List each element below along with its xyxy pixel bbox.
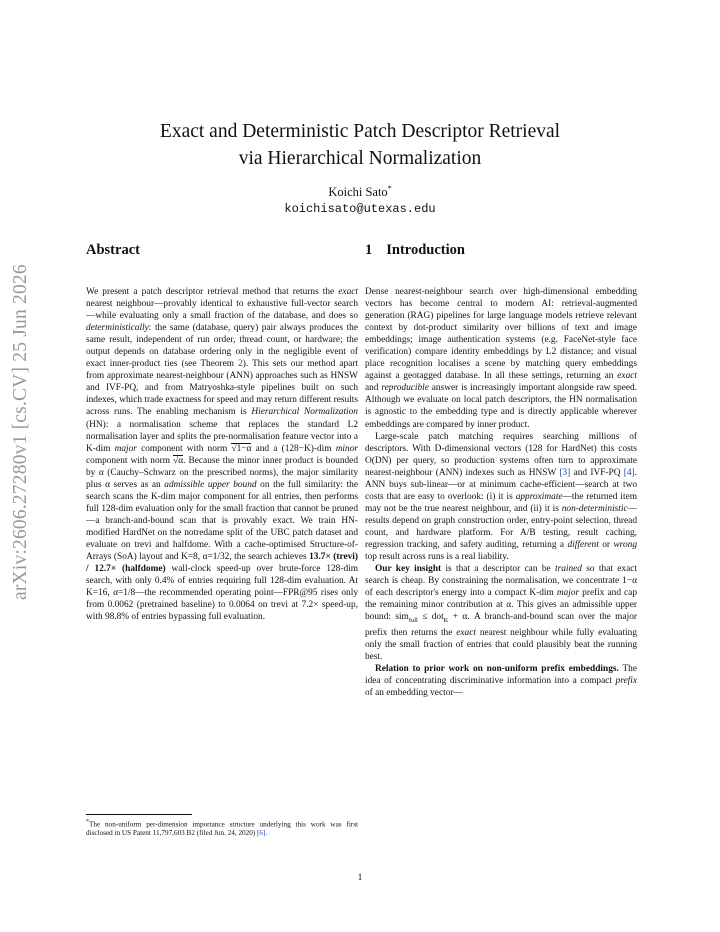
author-name: Koichi Sato	[328, 185, 388, 200]
abstract-paragraph: We present a patch descriptor retrieval method that returns the exact nearest neighbour—provably identical to exhaustive full-vector search—while evaluating only a small fraction of the database, and does so deterministically: the same (database, query) pair always produces the same result, independent of run order, thread count, or hardware; the output depends on database ordering only in the negligible event of exact inner-product ties (see Theorem 2). This sets our method apart from approximate nearest-neighbour (ANN) approaches such as HNSW and IVF-PQ, and from Matryoshka-style pipelines built on such indexes, which trade exactness for speed and may return different results across runs. The enabling mechanism is Hierarchical Normalization (HN): a normalisation scheme that replaces the standard L2 normalisation layer and splits the pre-normalisation feature vector into a K-dim major component with norm √1−α and a (128−K)-dim minor component with norm √α. Because the minor inner product is bounded by α (Cauchy–Schwarz on the prescribed norms), the major similarity plus α serves as an admissible upper bound on the full similarity: the search scans the K-dim major component for all entries, then performs full 128-dim evaluation only for the small fraction that cannot be pruned—a branch-and-bound scan that is provably exact. We train HN-modified HardNet on the notredame split of the UBC patch dataset and evaluate on trevi and halfdome. With a cache-optimised Structure-of-Arrays (SoA) layout and K=8, α=1/32, the search achieves 13.7× (trevi) / 12.7× (halfdome) wall-clock speed-up over brute-force 128-dim search, with only 0.4% of entries requiring full 128-dim evaluation. At K=16, α=1/8—the recommended operating point—FPR@95 rises only from 0.0062 (pretrained baseline) to 0.0064 on trevi at 7.2× speed-up, with 98.8% of entries bypassing full evaluation.	[86, 287, 359, 623]
section-number: 1	[365, 242, 373, 258]
intro-paragraph-2: Large-scale patch matching requires searching millions of descriptors. With D-dimensional vectors (128 for HardNet) this costs O(DN) per query, so production systems often turn to approximate nearest-neighbour (ANN) indexes such as HNSW [3] and IVF-PQ [4]. ANN buys sub-linear—or at minimum cache-efficient—search at two costs that are easy to overlook: (i) it is approximate—the returned item may not be the true nearest neighbour, and (ii) it is non-deterministic—results depend on graph construction order, entry-point selection, thread count, and hardware platform. For A/B testing, result caching, regression tracking, and safety auditing, returning a different or wrong top result across runs is a real liability.	[365, 431, 637, 563]
arxiv-identifier: arXiv:2606.27280v1 [cs.CV] 25 Jun 2026	[10, 264, 31, 600]
footnote-rule	[86, 814, 192, 815]
footnote-citation-link[interactable]: [6]	[257, 829, 266, 838]
intro-paragraph-1: Dense nearest-neighbour search over high-dimensional embedding vectors has become central to modern AI: retrieval-augmented generation (RAG) pipelines for large language models retrieve relevant context by dot-product similarity over billions of text and image embeddings; image authentication systems (e.g. FaceNet-style face verification) compare identity embeddings by L2 distance; and visual place recognition localises a scene by matching query embeddings against a geotagged database. In all these settings, returning an exact and reproducible answer is increasingly important alongside raw speed. Although we evaluate on local patch descriptors, the HN normalisation is agnostic to the embedding type and is directly applicable wherever embeddings are compared by inner product.	[365, 287, 637, 430]
theorem-ref-link[interactable]: 2	[238, 359, 243, 370]
introduction-column	[365, 241, 637, 699]
author-block	[0, 180, 720, 218]
introduction-heading	[365, 241, 637, 259]
footnote: *The non-uniform per-dimension importance structure underlying this work was first disclosed in US Patent 11,797,603 B2 (filed Jun. 24, 2020) [6].	[86, 819, 358, 838]
author-email[interactable]: koichisato@utexas.edu	[284, 202, 436, 217]
citation-hnsw-link[interactable]: [3]	[559, 467, 571, 478]
citation-ivfpq-link[interactable]: [4]	[623, 467, 635, 478]
page-number: 1	[357, 873, 363, 883]
author-footnote-mark: *	[387, 184, 392, 193]
title-line-1: Exact and Deterministic Patch Descriptor Retrieval	[159, 121, 561, 142]
title-line-2: via Hierarchical Normalization	[238, 148, 482, 169]
intro-paragraph-4: Relation to prior work on non-uniform prefix embeddings. The idea of concentrating discriminative information into a compact prefix of an embedding vector—	[365, 664, 637, 699]
paper-title	[0, 118, 720, 172]
abstract-column	[86, 241, 358, 623]
section-title: Introduction	[386, 242, 465, 258]
intro-paragraph-3: Our key insight is that a descriptor can be trained so that exact search is cheap. By constraining the normalisation, we concentrate 1−α of each descriptor's energy into a compact K-dim major prefix and cap the remaining minor contribution at α. This gives an admissible upper bound: sim$_{full}$ ≤ dot$_K$ + α. A branch-and-bound scan over the major prefix then returns the exact nearest neighbour while fully evaluating only the small fraction of entries that could plausibly beat the running best.	[365, 564, 637, 663]
abstract-heading: Abstract	[86, 242, 140, 258]
